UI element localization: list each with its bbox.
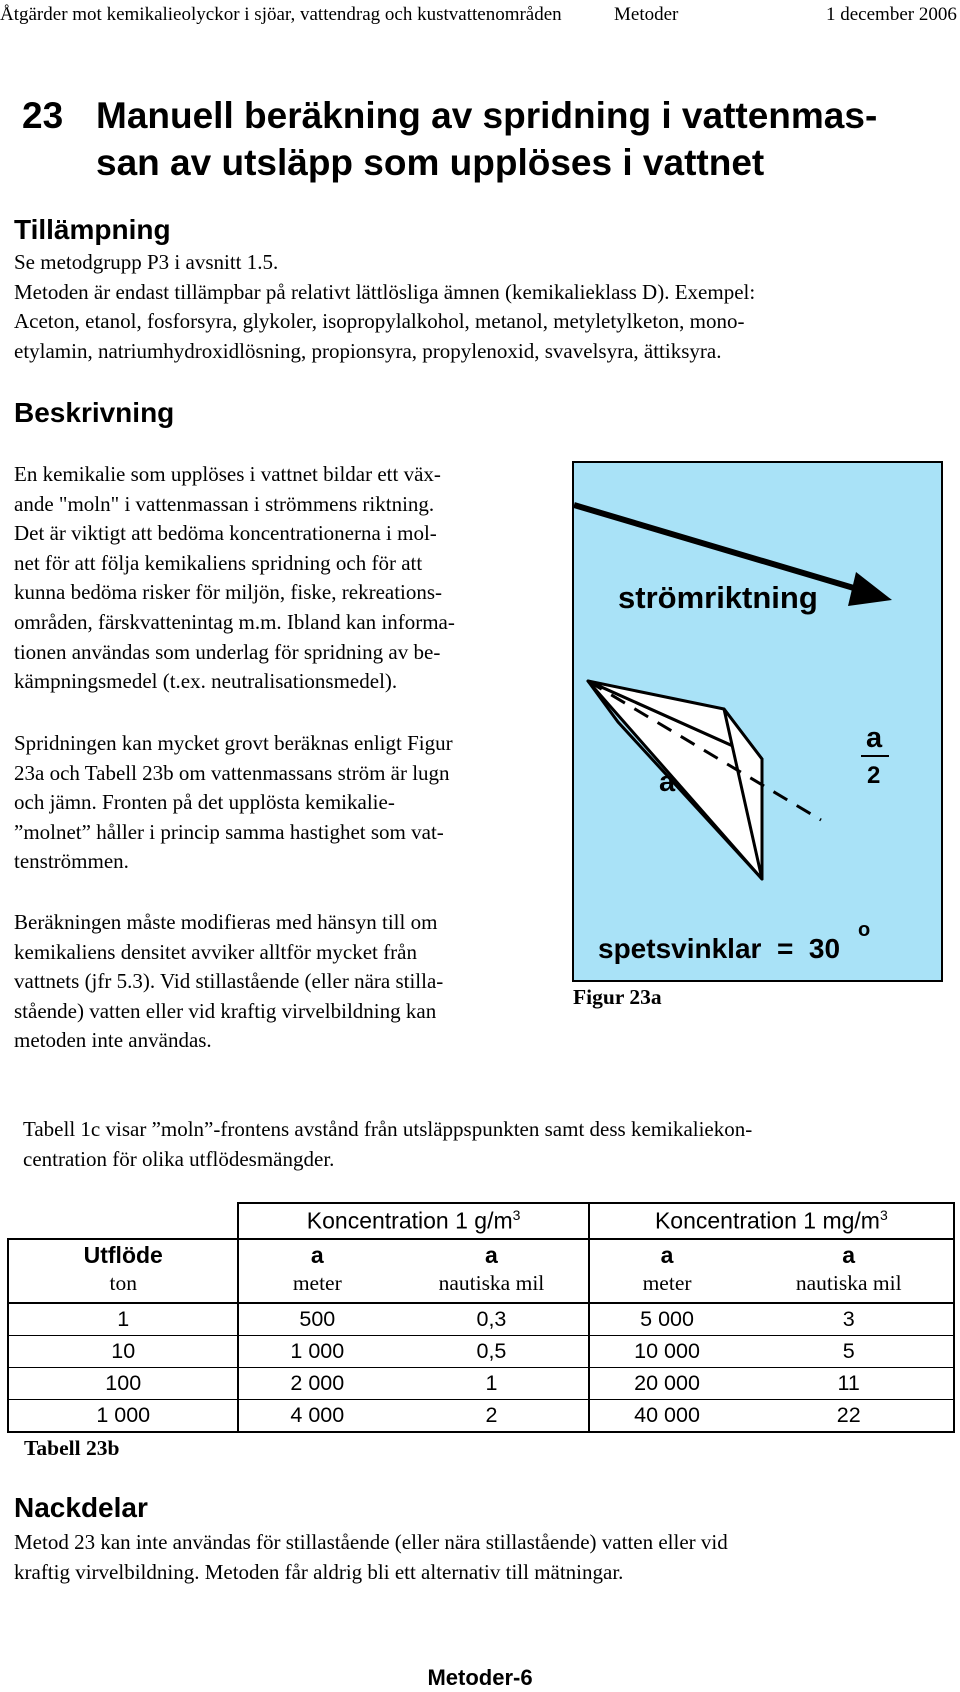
current-prism-diagram [574, 463, 941, 980]
table-header-utflode: Utflöde [8, 1239, 238, 1271]
tillampning-line: Se metodgrupp P3 i avsnitt 1.5. [14, 250, 279, 274]
table-cell: 22 [744, 1400, 954, 1433]
beskrivning-paragraph-2 [14, 729, 564, 877]
table-superscript: 3 [879, 1207, 888, 1224]
concentration-table [7, 1202, 955, 1433]
table-superscript: 3 [512, 1207, 521, 1224]
text-line: kemikaliens densitet avviker alltför mycket från [14, 939, 417, 964]
chapter-title-line1: Manuell beräkning av spridning i vattenmas- [96, 95, 878, 136]
table-cell: 1 000 [238, 1336, 395, 1368]
text-line: kämpningsmedel (t.ex. neutralisationsmedel). [14, 669, 398, 694]
text-line: Spridningen kan mycket grovt beräknas enligt Figur [14, 731, 453, 755]
table-subheader-a: a [744, 1239, 954, 1271]
table-cell: 1 [395, 1368, 589, 1400]
half-denominator: 2 [867, 762, 881, 789]
table-subheader-meter: meter [589, 1271, 745, 1303]
nackdelar-text [14, 1528, 954, 1587]
text-line: centration för olika utflödesmängder. [23, 1146, 335, 1171]
beskrivning-heading: Beskrivning [14, 397, 175, 428]
table-group-label: Koncentration 1 mg/m [654, 1207, 880, 1234]
table-cell: 100 [8, 1368, 238, 1400]
text-line: ande "moln" i vattenmassan i strömmens riktning. [14, 491, 435, 516]
text-line: Tabell 1c visar ”moln”-frontens avstånd från utsläppspunkten samt dess kemikaliekon- [23, 1117, 753, 1141]
table-row [8, 1368, 954, 1400]
text-line: 23a och Tabell 23b om vattenmassans ström är lugn [14, 760, 450, 785]
table-cell: 10 [8, 1336, 238, 1368]
beskrivning-paragraph-1 [14, 460, 564, 697]
table-cell: 500 [238, 1303, 395, 1336]
table-cell: 20 000 [589, 1368, 745, 1400]
text-line: tenströmmen. [14, 849, 129, 874]
tillampning-line: Aceton, etanol, fosforsyra, glykoler, isopropylalkohol, metanol, metyletylketon, mono- [14, 309, 745, 334]
table-header-ton: ton [8, 1271, 238, 1303]
text-line: och jämn. Fronten på det upplösta kemikalie- [14, 790, 395, 815]
text-line: vattnets (jfr 5.3). Vid stillastående (eller nära stilla- [14, 969, 444, 994]
page-footer: Metoder-6 [427, 1665, 533, 1690]
beskrivning-paragraph-3 [14, 908, 564, 1056]
table-cell: 2 [395, 1400, 589, 1433]
degree-symbol: o [858, 919, 871, 941]
table-row [8, 1303, 954, 1336]
table-group-header [238, 1203, 588, 1239]
table-subheader-meter: meter [238, 1271, 395, 1303]
table-group-header [589, 1203, 954, 1239]
text-line: tionen användas som underlag för spridning av be- [14, 639, 441, 664]
text-line: kunna bedöma risker för miljön, fiske, rekreations- [14, 580, 443, 605]
table-cell: 10 000 [589, 1336, 745, 1368]
text-line: Det är viktigt att bedöma koncentrationerna i mol- [14, 521, 437, 546]
tillampning-text [14, 248, 954, 366]
table-subheader-row [8, 1239, 954, 1271]
table-caption: Tabell 23b [24, 1436, 120, 1460]
angle-label: spetsvinklar = 30 [598, 933, 841, 964]
header-date: 1 december 2006 [826, 4, 957, 25]
side-label-a: a [659, 766, 676, 798]
text-line: Metod 23 kan inte användas för stillastående (eller nära stillastående) vatten eller vid [14, 1530, 728, 1554]
tillampning-line: Metoden är endast tillämpbar på relativt lättlösliga ämnen (kemikalieklass D). Exempel: [14, 279, 756, 304]
chapter-number: 23 [22, 95, 64, 136]
nackdelar-heading: Nackdelar [14, 1492, 148, 1523]
text-line: metoden inte användas. [14, 1028, 212, 1053]
chapter-title-line2: san av utsläpp som upplöses i vattnet [96, 142, 765, 183]
table-group-header-row [8, 1203, 954, 1239]
table-cell: 3 [744, 1303, 954, 1336]
half-numerator: a [866, 722, 883, 754]
table-cell: 4 000 [238, 1400, 395, 1433]
table-cell: 5 [744, 1336, 954, 1368]
table-cell: 11 [744, 1368, 954, 1400]
text-line: En kemikalie som upplöses i vattnet bildar ett väx- [14, 462, 441, 486]
table-cell: 0,3 [395, 1303, 589, 1336]
table-row [8, 1336, 954, 1368]
current-arrow-head [848, 572, 892, 606]
table-intro [23, 1115, 953, 1174]
table-subheader-a: a [589, 1239, 745, 1271]
table-cell: 40 000 [589, 1400, 745, 1433]
figure-23a [572, 461, 943, 982]
header-section: Metoder [614, 4, 679, 25]
table-subheader-a: a [395, 1239, 589, 1271]
table-unit-row [8, 1271, 954, 1303]
table-subheader-nautical-miles: nautiska mil [744, 1271, 954, 1303]
text-line: områden, färskvattenintag m.m. Ibland kan informa- [14, 609, 455, 634]
direction-label: strömriktning [618, 580, 818, 615]
table-cell: 0,5 [395, 1336, 589, 1368]
header-document-title: Åtgärder mot kemikalieolyckor i sjöar, vattendrag och kustvattenområden [0, 4, 562, 25]
table-cell: 1 000 [8, 1400, 238, 1433]
tillampning-heading: Tillämpning [14, 214, 171, 245]
text-line: stående) vatten eller vid kraftig virvelbildning kan [14, 998, 437, 1023]
table-cell: 5 000 [589, 1303, 745, 1336]
text-line: Beräkningen måste modifieras med hänsyn till om [14, 910, 438, 934]
text-line: net för att följa kemikaliens spridning och för att [14, 550, 423, 575]
table-subheader-nautical-miles: nautiska mil [395, 1271, 589, 1303]
table-group-label: Koncentration 1 g/m [306, 1207, 513, 1234]
table-row [8, 1400, 954, 1433]
table-cell: 1 [8, 1303, 238, 1336]
table-empty-cell [8, 1203, 238, 1239]
table-cell: 2 000 [238, 1368, 395, 1400]
figure-caption: Figur 23a [573, 985, 662, 1009]
text-line: ”molnet” håller i princip samma hastighet som vat- [14, 819, 444, 844]
text-line: kraftig virvelbildning. Metoden får aldrig bli ett alternativ till mätningar. [14, 1559, 624, 1584]
table-subheader-a: a [238, 1239, 395, 1271]
tillampning-line: etylamin, natriumhydroxidlösning, propionsyra, propylenoxid, svavelsyra, ättiksyra. [14, 338, 722, 363]
